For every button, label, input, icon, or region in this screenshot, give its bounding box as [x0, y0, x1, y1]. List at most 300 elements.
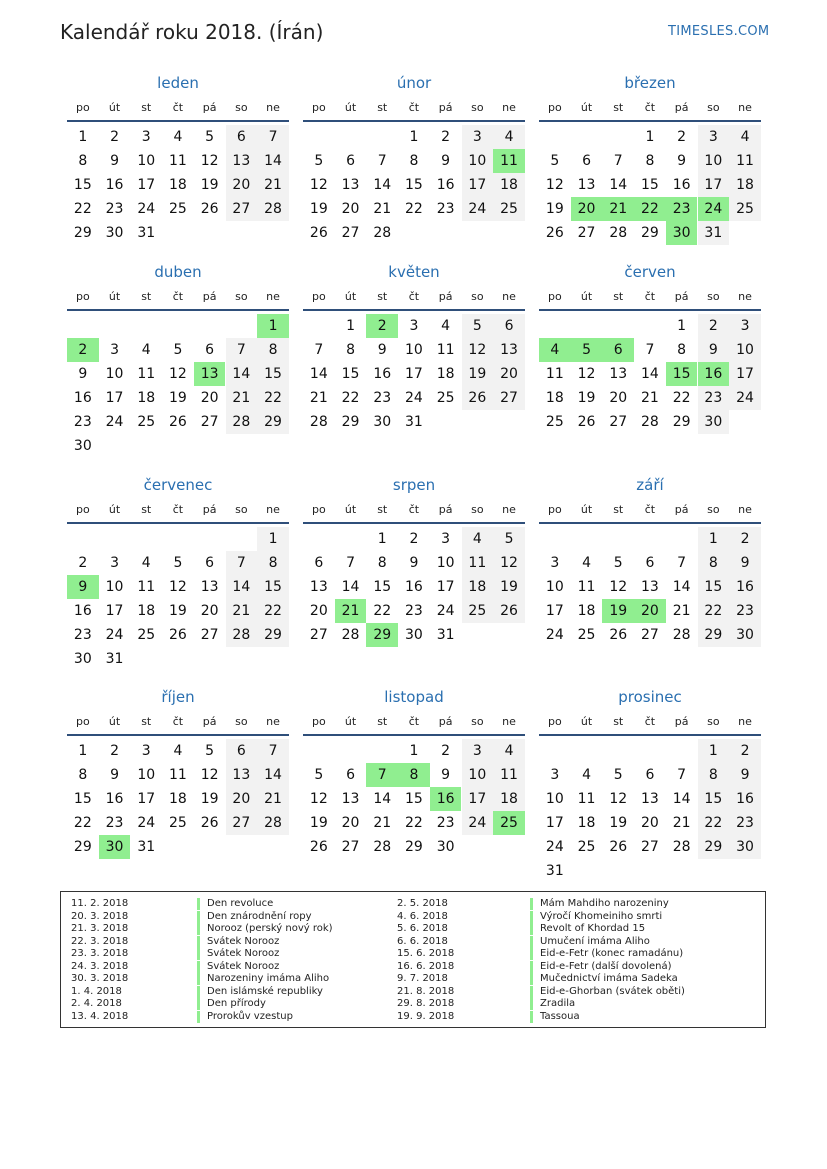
day-cell: 4 — [173, 743, 183, 759]
legend-date: 2. 4. 2018 — [71, 998, 122, 1009]
day-cell: 20 — [493, 362, 525, 386]
day-cell: 20 — [609, 390, 628, 406]
day-cell: 21 — [257, 787, 289, 811]
weekday-label: ne — [266, 503, 280, 516]
day-cell: 9 — [441, 767, 451, 783]
day-cell: 15 — [73, 177, 92, 193]
day-cell: 29 — [641, 225, 659, 241]
day-cell: 13 — [577, 177, 596, 193]
day-cell: 18 — [137, 390, 156, 406]
day-cell: 27 — [226, 811, 258, 835]
weekday-label: čt — [408, 290, 420, 303]
day-cell: 21 — [257, 173, 289, 197]
day-cell: 22 — [672, 390, 691, 406]
day-cell: 16 — [73, 390, 92, 406]
legend-holiday-name: Svátek Norooz — [197, 948, 279, 960]
day-cell: 1 — [409, 743, 419, 759]
weekday-label: so — [471, 290, 484, 303]
legend-date: 19. 9. 2018 — [397, 1010, 455, 1022]
day-cell: 27 — [200, 414, 219, 430]
day-cell: 2 — [441, 129, 451, 145]
day-cell: 28 — [672, 839, 691, 855]
legend-date: 13. 4. 2018 — [71, 1010, 129, 1022]
month-divider — [303, 522, 525, 524]
day-cell: 7 — [366, 763, 398, 787]
day-cell: 13 — [641, 579, 659, 595]
month-name: květen — [388, 263, 440, 281]
weekday-label: po — [547, 503, 562, 516]
day-cell: 5 — [173, 555, 183, 571]
day-cell: 14 — [373, 177, 392, 193]
weekday-label: pá — [674, 290, 689, 303]
month-name: leden — [157, 74, 199, 92]
day-cell: 6 — [346, 153, 355, 169]
legend-date: 22. 3. 2018 — [71, 935, 129, 947]
weekday-label: ne — [502, 715, 516, 728]
weekday-label: pá — [674, 503, 689, 516]
day-cell: 16 — [430, 787, 462, 811]
day-cell: 27 — [641, 839, 659, 855]
day-cell: 19 — [577, 390, 596, 406]
month-divider — [303, 120, 525, 122]
day-cell: 26 — [169, 414, 187, 430]
day-cell: 6 — [205, 342, 215, 358]
weekday-label: pá — [438, 715, 453, 728]
day-cell: 13 — [341, 791, 360, 807]
legend-date: 23. 3. 2018 — [71, 948, 129, 959]
day-cell: 30 — [73, 438, 92, 454]
weekday-label: ne — [266, 715, 280, 728]
weekday-label: po — [75, 503, 90, 516]
day-cell: 15 — [73, 791, 92, 807]
day-cell: 16 — [436, 177, 455, 193]
day-cell: 14 — [641, 366, 659, 382]
day-cell: 17 — [545, 603, 564, 619]
day-cell: 24 — [698, 197, 730, 221]
day-cell: 23 — [729, 599, 761, 623]
weekday-label: út — [344, 503, 357, 516]
day-cell: 18 — [169, 177, 187, 193]
month-name: říjen — [161, 688, 195, 706]
day-cell: 13 — [493, 338, 525, 362]
weekday-label: ne — [738, 503, 752, 516]
day-cell: 5 — [314, 767, 324, 783]
day-cell: 7 — [257, 125, 289, 149]
legend-holiday-name: Mučednictví imáma Sadeka — [530, 973, 678, 985]
day-cell: 10 — [545, 579, 564, 595]
legend-holiday-name: Svátek Norooz — [197, 961, 279, 973]
day-cell: 20 — [634, 599, 666, 623]
day-cell: 7 — [613, 153, 623, 169]
day-cell: 6 — [346, 767, 355, 783]
day-cell: 15 — [698, 787, 730, 811]
legend-holiday-name: Norooz (perský nový rok) — [197, 923, 333, 935]
day-cell: 10 — [698, 149, 730, 173]
weekday-label: ne — [502, 503, 516, 516]
weekday-label: ne — [266, 101, 280, 114]
day-cell: 31 — [137, 839, 156, 855]
weekday-label: út — [580, 715, 593, 728]
day-cell: 24 — [545, 627, 564, 643]
day-cell: 17 — [105, 390, 124, 406]
day-cell: 6 — [602, 338, 634, 362]
day-cell: 11 — [462, 551, 494, 575]
day-cell: 8 — [346, 342, 355, 358]
day-cell: 2 — [409, 531, 419, 547]
day-cell: 21 — [373, 815, 392, 831]
weekday-label: so — [235, 715, 248, 728]
legend-holiday-name: Eid-e-Fetr (další dovolená) — [530, 961, 672, 973]
day-cell: 8 — [698, 551, 730, 575]
day-cell: 23 — [73, 414, 92, 430]
day-cell: 5 — [314, 153, 324, 169]
day-cell: 19 — [200, 177, 219, 193]
day-cell: 27 — [200, 627, 219, 643]
holiday-legend — [60, 891, 766, 1028]
weekday-label: so — [471, 101, 484, 114]
day-cell: 4 — [493, 739, 525, 763]
day-cell: 12 — [609, 791, 628, 807]
day-cell: 9 — [67, 575, 99, 599]
day-cell: 26 — [309, 839, 328, 855]
weekday-label: po — [75, 290, 90, 303]
weekday-label: st — [141, 503, 152, 516]
month-divider — [539, 734, 761, 736]
weekday-label: pá — [674, 101, 689, 114]
day-cell: 6 — [226, 125, 258, 149]
day-cell: 9 — [110, 153, 119, 169]
month-divider — [67, 522, 289, 524]
day-cell: 14 — [226, 362, 258, 386]
day-cell: 30 — [373, 414, 392, 430]
day-cell: 12 — [609, 579, 628, 595]
day-cell: 5 — [571, 338, 603, 362]
day-cell: 21 — [373, 201, 392, 217]
day-cell: 12 — [200, 153, 219, 169]
day-cell: 27 — [609, 414, 628, 430]
day-cell: 24 — [462, 197, 494, 221]
weekday-label: st — [613, 503, 624, 516]
day-cell: 9 — [698, 338, 730, 362]
weekday-label: so — [235, 290, 248, 303]
legend-holiday-name: Tassoua — [530, 1011, 580, 1023]
day-cell: 17 — [137, 791, 156, 807]
day-cell: 29 — [73, 839, 92, 855]
day-cell: 24 — [105, 414, 124, 430]
day-cell: 19 — [309, 815, 328, 831]
day-cell: 14 — [309, 366, 328, 382]
day-cell: 7 — [677, 555, 687, 571]
day-cell: 21 — [672, 603, 691, 619]
day-cell: 23 — [436, 201, 455, 217]
day-cell: 24 — [436, 603, 455, 619]
day-cell: 29 — [257, 623, 289, 647]
weekday-label: so — [707, 715, 720, 728]
day-cell: 26 — [169, 627, 187, 643]
day-cell: 18 — [436, 366, 455, 382]
day-cell: 9 — [110, 767, 119, 783]
month-divider — [67, 309, 289, 311]
day-cell: 10 — [462, 763, 494, 787]
day-cell: 5 — [205, 129, 215, 145]
day-cell: 27 — [493, 386, 525, 410]
weekday-label: pá — [202, 715, 217, 728]
day-cell: 25 — [493, 811, 525, 835]
day-cell: 5 — [613, 555, 623, 571]
weekday-label: po — [547, 715, 562, 728]
day-cell: 15 — [257, 362, 289, 386]
day-cell: 21 — [672, 815, 691, 831]
weekday-label: po — [75, 101, 90, 114]
day-cell: 19 — [200, 791, 219, 807]
weekday-label: pá — [202, 503, 217, 516]
legend-date: 11. 2. 2018 — [71, 898, 129, 909]
weekday-label: út — [344, 101, 357, 114]
month-name: prosinec — [618, 688, 682, 706]
day-cell: 30 — [436, 839, 455, 855]
day-cell: 22 — [405, 815, 423, 831]
day-cell: 19 — [169, 603, 187, 619]
day-cell: 3 — [462, 739, 494, 763]
day-cell: 7 — [314, 342, 324, 358]
day-cell: 25 — [493, 197, 525, 221]
day-cell: 9 — [78, 366, 88, 382]
day-cell: 20 — [571, 197, 603, 221]
weekday-label: út — [108, 290, 121, 303]
weekday-label: čt — [644, 503, 656, 516]
day-cell: 25 — [462, 599, 494, 623]
day-cell: 10 — [436, 555, 455, 571]
weekday-label: so — [707, 101, 720, 114]
day-cell: 17 — [462, 787, 494, 811]
day-cell: 4 — [141, 342, 151, 358]
day-cell: 15 — [373, 579, 392, 595]
day-cell: 24 — [137, 201, 156, 217]
legend-holiday-name: Výročí Khomeiniho smrti — [530, 911, 662, 923]
weekday-label: čt — [644, 101, 656, 114]
day-cell: 16 — [698, 362, 730, 386]
day-cell: 3 — [141, 129, 151, 145]
day-cell: 30 — [105, 225, 124, 241]
day-cell: 12 — [309, 791, 328, 807]
day-cell: 12 — [577, 366, 596, 382]
legend-holiday-name: Mám Mahdiho narozeniny — [530, 898, 669, 910]
day-cell: 10 — [137, 153, 156, 169]
day-cell: 24 — [729, 386, 761, 410]
day-cell: 25 — [729, 197, 761, 221]
day-cell: 12 — [493, 551, 525, 575]
day-cell: 3 — [550, 555, 560, 571]
day-cell: 3 — [409, 318, 419, 334]
day-cell: 1 — [698, 739, 730, 763]
weekday-label: ne — [502, 101, 516, 114]
legend-holiday-name: Den revoluce — [197, 898, 273, 910]
day-cell: 13 — [200, 579, 219, 595]
day-cell: 14 — [373, 791, 392, 807]
weekday-label: so — [235, 101, 248, 114]
weekday-label: ne — [266, 290, 280, 303]
day-cell: 28 — [609, 225, 628, 241]
day-cell: 25 — [169, 815, 187, 831]
day-cell: 10 — [462, 149, 494, 173]
weekday-label: út — [580, 503, 593, 516]
day-cell: 19 — [169, 390, 187, 406]
site-link[interactable]: TIMESLES.COM — [668, 24, 770, 39]
weekday-label: út — [580, 290, 593, 303]
weekday-label: čt — [644, 715, 656, 728]
day-cell: 16 — [105, 791, 124, 807]
day-cell: 15 — [698, 575, 730, 599]
day-cell: 13 — [226, 763, 258, 787]
day-cell: 24 — [462, 811, 494, 835]
day-cell: 21 — [641, 390, 659, 406]
weekday-label: pá — [438, 503, 453, 516]
day-cell: 9 — [409, 555, 419, 571]
day-cell: 13 — [341, 177, 360, 193]
day-cell: 25 — [137, 627, 156, 643]
day-cell: 3 — [110, 555, 119, 571]
weekday-label: po — [311, 101, 326, 114]
weekday-label: čt — [644, 290, 656, 303]
legend-holiday-name: Eid-e-Fetr (konec ramadánu) — [530, 948, 683, 960]
month-divider — [539, 522, 761, 524]
day-cell: 29 — [405, 839, 423, 855]
month-name: červenec — [143, 476, 213, 494]
day-cell: 28 — [257, 811, 289, 835]
day-cell: 15 — [405, 791, 423, 807]
weekday-label: st — [141, 715, 152, 728]
day-cell: 24 — [405, 390, 423, 406]
day-cell: 12 — [462, 338, 494, 362]
day-cell: 16 — [729, 787, 761, 811]
day-cell: 3 — [141, 743, 151, 759]
day-cell: 11 — [436, 342, 455, 358]
day-cell: 7 — [226, 338, 258, 362]
day-cell: 14 — [672, 791, 691, 807]
day-cell: 18 — [137, 603, 156, 619]
day-cell: 10 — [729, 338, 761, 362]
day-cell: 4 — [141, 555, 151, 571]
legend-holiday-name: Den znárodnění ropy — [197, 911, 312, 923]
day-cell: 1 — [409, 129, 419, 145]
weekday-label: út — [108, 101, 121, 114]
legend-date: 1. 4. 2018 — [71, 985, 122, 997]
day-cell: 20 — [309, 603, 328, 619]
weekday-label: pá — [438, 101, 453, 114]
day-cell: 29 — [257, 410, 289, 434]
day-cell: 1 — [645, 129, 655, 145]
day-cell: 15 — [405, 177, 423, 193]
day-cell: 13 — [309, 579, 328, 595]
day-cell: 29 — [698, 835, 730, 859]
day-cell: 2 — [78, 555, 88, 571]
day-cell: 26 — [462, 386, 494, 410]
day-cell: 10 — [105, 366, 124, 382]
legend-holiday-name: Revolt of Khordad 15 — [530, 923, 645, 935]
day-cell: 31 — [137, 225, 156, 241]
weekday-label: čt — [408, 715, 420, 728]
day-cell: 23 — [729, 811, 761, 835]
day-cell: 28 — [309, 414, 328, 430]
day-cell: 9 — [377, 342, 387, 358]
day-cell: 7 — [257, 739, 289, 763]
weekday-label: ne — [738, 101, 752, 114]
day-cell: 25 — [169, 201, 187, 217]
day-cell: 20 — [226, 787, 258, 811]
day-cell: 12 — [169, 366, 187, 382]
month-divider — [67, 120, 289, 122]
day-cell: 24 — [137, 815, 156, 831]
day-cell: 1 — [346, 318, 355, 334]
day-cell: 4 — [582, 767, 591, 783]
day-cell: 20 — [341, 815, 360, 831]
day-cell: 30 — [666, 221, 698, 245]
day-cell: 3 — [729, 314, 761, 338]
page-title: Kalendář roku 2018. (Írán) — [60, 20, 324, 44]
day-cell: 2 — [110, 743, 119, 759]
day-cell: 2 — [729, 527, 761, 551]
day-cell: 23 — [436, 815, 455, 831]
legend-date: 20. 3. 2018 — [71, 910, 129, 922]
day-cell: 14 — [609, 177, 628, 193]
day-cell: 16 — [729, 575, 761, 599]
day-cell: 9 — [441, 153, 451, 169]
day-cell: 14 — [672, 579, 691, 595]
day-cell: 18 — [577, 815, 596, 831]
day-cell: 18 — [493, 173, 525, 197]
weekday-label: ne — [738, 715, 752, 728]
day-cell: 2 — [441, 743, 451, 759]
weekday-label: čt — [172, 101, 184, 114]
day-cell: 20 — [226, 173, 258, 197]
day-cell: 6 — [645, 767, 655, 783]
day-cell: 25 — [577, 839, 596, 855]
day-cell: 1 — [377, 531, 387, 547]
day-cell: 26 — [545, 225, 564, 241]
day-cell: 17 — [436, 579, 455, 595]
day-cell: 5 — [205, 743, 215, 759]
day-cell: 26 — [200, 815, 219, 831]
day-cell: 13 — [194, 362, 226, 386]
day-cell: 4 — [582, 555, 591, 571]
day-cell: 7 — [346, 555, 355, 571]
day-cell: 23 — [405, 603, 423, 619]
day-cell: 23 — [105, 201, 124, 217]
weekday-label: čt — [172, 290, 184, 303]
day-cell: 28 — [641, 414, 659, 430]
weekday-label: út — [108, 715, 121, 728]
day-cell: 19 — [493, 575, 525, 599]
day-cell: 17 — [545, 815, 564, 831]
day-cell: 3 — [698, 125, 730, 149]
day-cell: 30 — [99, 835, 131, 859]
legend-holiday-name: Narozeniny imáma Aliho — [197, 973, 329, 985]
day-cell: 10 — [137, 767, 156, 783]
day-cell: 19 — [309, 201, 328, 217]
day-cell: 23 — [698, 386, 730, 410]
weekday-label: st — [141, 290, 152, 303]
day-cell: 4 — [462, 527, 494, 551]
day-cell: 17 — [698, 173, 730, 197]
legend-date: 30. 3. 2018 — [71, 973, 129, 984]
month-name: září — [636, 476, 664, 494]
day-cell: 16 — [105, 177, 124, 193]
day-cell: 28 — [226, 410, 258, 434]
weekday-label: pá — [438, 290, 453, 303]
day-cell: 8 — [645, 153, 655, 169]
day-cell: 27 — [309, 627, 328, 643]
day-cell: 11 — [137, 366, 156, 382]
